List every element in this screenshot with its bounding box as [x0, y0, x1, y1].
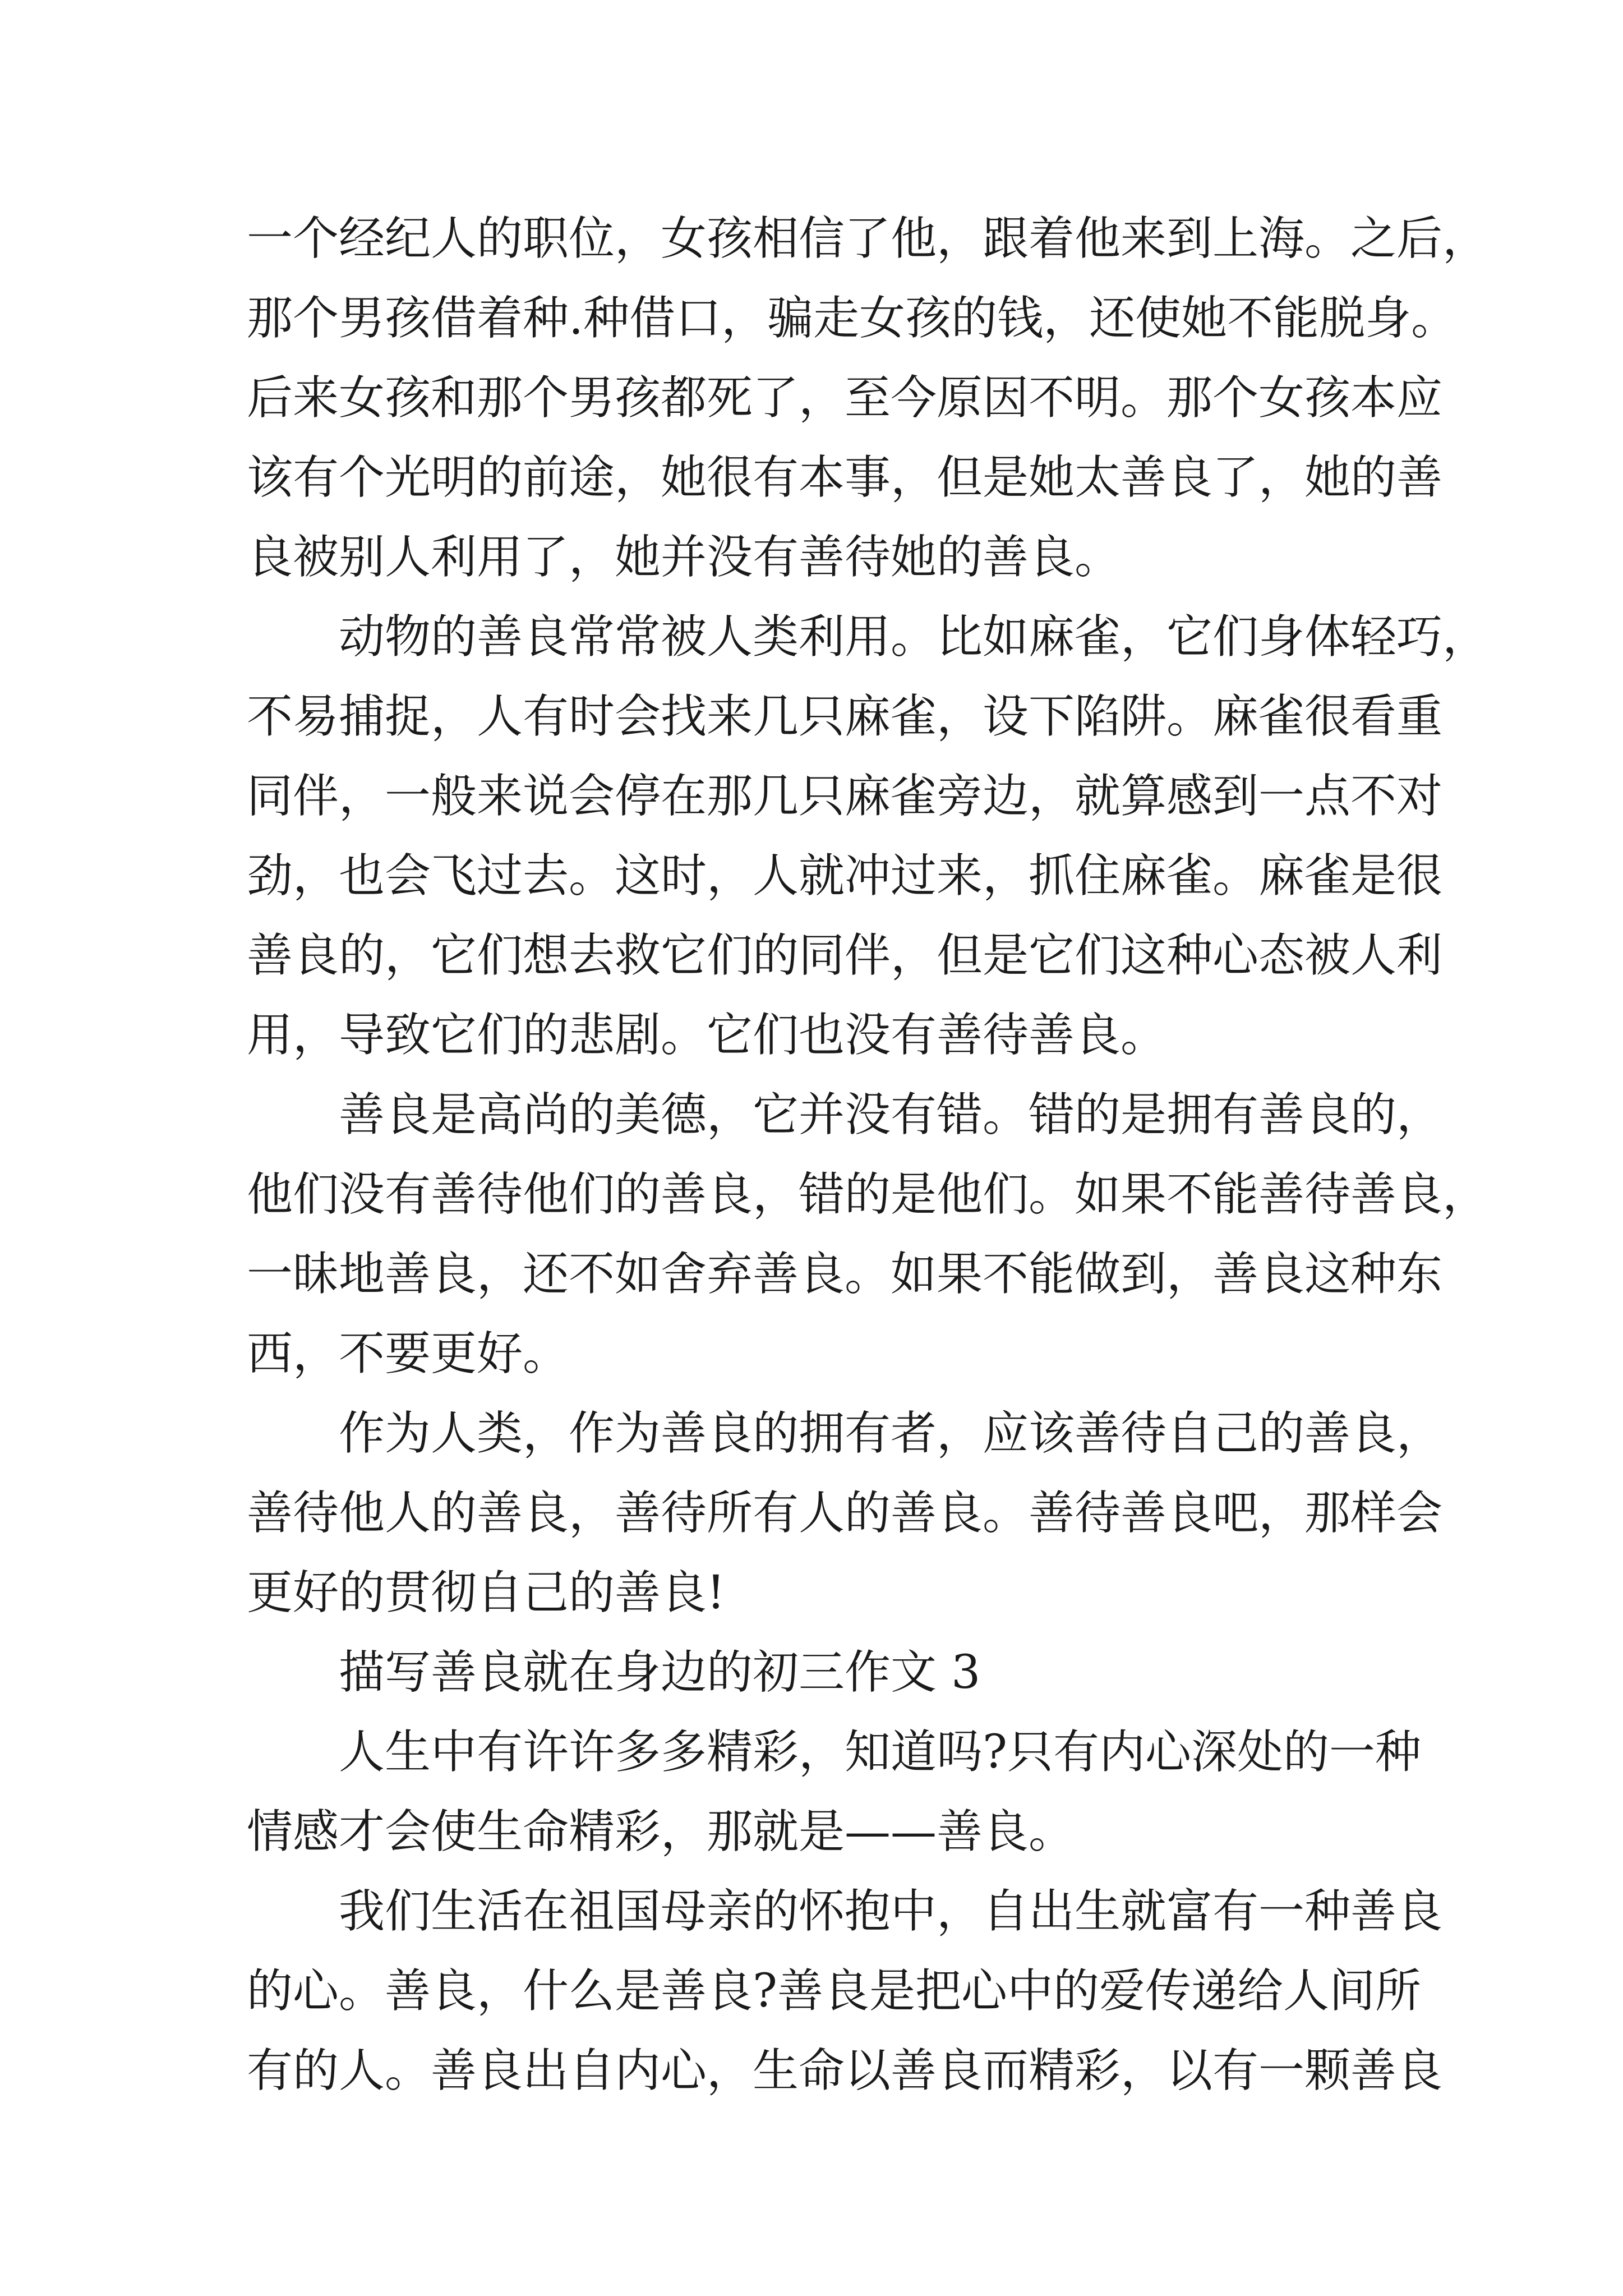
text-line: 后来女孩和那个男孩都死了，至今原因不明。那个女孩本应 — [247, 371, 1443, 425]
text-line: 善良的，它们想去救它们的同伴，但是它们这种心态被人利 — [247, 929, 1443, 982]
text-line: 有的人。善良出自内心，生命以善良而精彩，以有一颗善良 — [247, 2044, 1443, 2097]
paragraph-first-line: 我们生活在祖国母亲的怀抱中，自出生就富有一种善良 — [339, 1885, 1443, 1938]
text-line: 情感才会使生命精彩，那就是——善良。 — [247, 1805, 1075, 1858]
text-line: 的心。善良，什么是善良?善良是把心中的爱传递给人间所 — [247, 1964, 1421, 2018]
text-line: 一昧地善良，还不如舍弃善良。如果不能做到，善良这种东 — [247, 1248, 1443, 1301]
text-line: 一个经纪人的职位，女孩相信了他，跟着他来到上海。之后， — [247, 212, 1489, 265]
text-line: 劲，也会飞过去。这时，人就冲过来，抓住麻雀。麻雀是很 — [247, 849, 1443, 903]
text-line: 更好的贯彻自己的善良! — [247, 1566, 725, 1619]
text-line: 用，导致它们的悲剧。它们也没有善待善良。 — [247, 1009, 1167, 1062]
text-line: 他们没有善待他们的善良，错的是他们。如果不能善待善良， — [247, 1168, 1489, 1221]
essay-body — [247, 199, 1489, 2111]
paragraph-first-line: 人生中有许许多多精彩，知道吗?只有内心深处的一种 — [339, 1726, 1421, 1779]
paragraph-first-line: 善良是高尚的美德，它并没有错。错的是拥有善良的， — [339, 1088, 1443, 1142]
text-line: 良被别人利用了，她并没有善待她的善良。 — [247, 531, 1121, 584]
text-line: 不易捕捉，人有时会找来几只麻雀，设下陷阱。麻雀很看重 — [247, 690, 1443, 743]
text-line: 该有个光明的前途，她很有本事，但是她太善良了，她的善 — [247, 451, 1443, 504]
text-line: 同伴，一般来说会停在那几只麻雀旁边，就算感到一点不对 — [247, 770, 1443, 823]
text-line: 西，不要更好。 — [247, 1327, 569, 1381]
section-heading: 描写善良就在身边的初三作文 3 — [339, 1646, 981, 1699]
text-line: 那个男孩借着种.种借口，骗走女孩的钱，还使她不能脱身。 — [247, 292, 1458, 345]
text-line: 善待他人的善良，善待所有人的善良。善待善良吧，那样会 — [247, 1487, 1443, 1540]
paragraph-first-line: 作为人类，作为善良的拥有者，应该善待自己的善良， — [339, 1407, 1443, 1460]
paragraph-first-line: 动物的善良常常被人类利用。比如麻雀，它们身体轻巧， — [339, 610, 1489, 664]
